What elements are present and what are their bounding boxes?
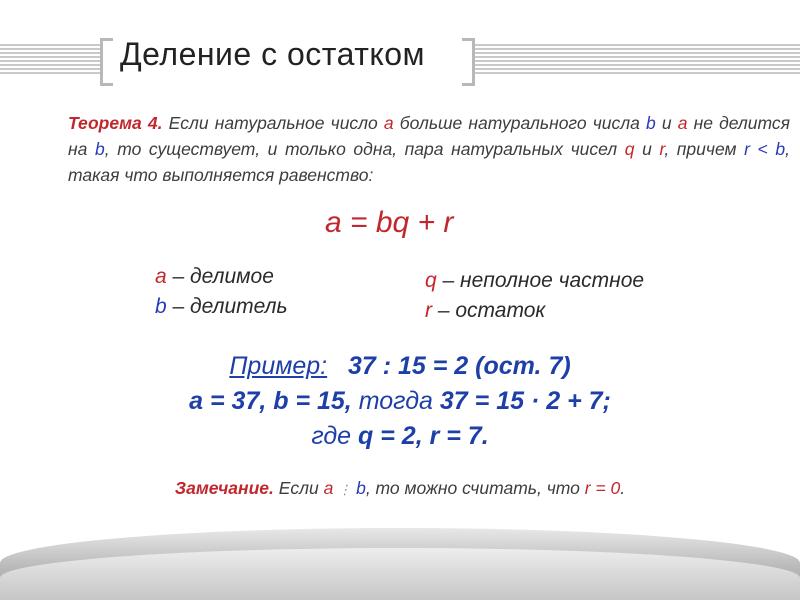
theorem-part: и <box>655 113 678 133</box>
theorem-part: , такая что выполняется равенство: <box>68 139 790 185</box>
slide-title: Деление с остатком <box>120 36 425 72</box>
var-b: b <box>155 295 167 318</box>
example-line-1 <box>0 352 800 381</box>
legend-item-dividend <box>155 262 288 292</box>
footer-highlight <box>0 548 800 600</box>
remark-part: Если <box>273 478 324 498</box>
title-bracket-left <box>100 38 113 86</box>
legend-item-divisor <box>155 292 288 322</box>
remark-part: . <box>620 478 626 498</box>
example-label: Пример: <box>229 352 328 380</box>
example-line-2 <box>0 387 800 416</box>
var-q: q <box>624 139 635 159</box>
var-a: a <box>155 265 167 288</box>
legend-text: – остаток <box>432 299 546 322</box>
legend-item-quotient <box>425 266 644 296</box>
legend-text: – неполное частное <box>436 269 645 292</box>
theorem-label: Теорема 4. <box>68 113 163 133</box>
theorem-part: не делится на <box>68 113 790 159</box>
remark-part: , то можно считать, что <box>365 478 585 498</box>
theorem-text <box>68 110 790 188</box>
legend-item-remainder <box>425 296 644 326</box>
header-stripes-right <box>475 44 800 76</box>
legend-right <box>425 266 644 326</box>
theorem-part: и <box>634 139 660 159</box>
example-word: тогда <box>351 387 440 415</box>
theorem-part: , то существует, и только одна, пара натуральных чисел <box>104 139 625 159</box>
inequality: r < b <box>744 139 786 159</box>
main-formula: a = bq + r <box>325 206 454 239</box>
var-b: b <box>356 478 366 498</box>
remark-text <box>0 478 800 499</box>
var-b: b <box>646 113 656 133</box>
example-expression: 37 : 15 = 2 (ост. 7) <box>347 352 571 380</box>
remark-label: Замечание. <box>174 478 274 498</box>
var-q: q <box>425 269 437 292</box>
var-b: b <box>94 139 105 159</box>
var-a: a <box>323 478 334 498</box>
theorem-part: Если натуральное число <box>162 113 384 133</box>
example-values: a = 37, b = 15, <box>189 387 352 415</box>
example-equation: 37 = 15 · 2 + 7; <box>439 387 611 415</box>
divisibility-sign: ⋮ <box>338 482 352 497</box>
example-word: где <box>311 422 359 450</box>
legend-text: – делитель <box>166 295 288 318</box>
var-a: a <box>677 113 688 133</box>
example-line-3 <box>0 422 800 451</box>
var-r: r <box>659 139 665 159</box>
theorem-part: , причем <box>664 139 745 159</box>
legend-text: – делимое <box>166 265 274 288</box>
var-a: a <box>383 113 394 133</box>
var-r: r <box>425 299 432 322</box>
legend-left <box>155 262 288 322</box>
example-result: q = 2, r = 7. <box>358 422 489 450</box>
title-bracket-right <box>462 38 475 86</box>
header-stripes-left <box>0 44 100 76</box>
remark-equation: r = 0 <box>584 478 621 498</box>
theorem-part: больше натурального числа <box>393 113 646 133</box>
